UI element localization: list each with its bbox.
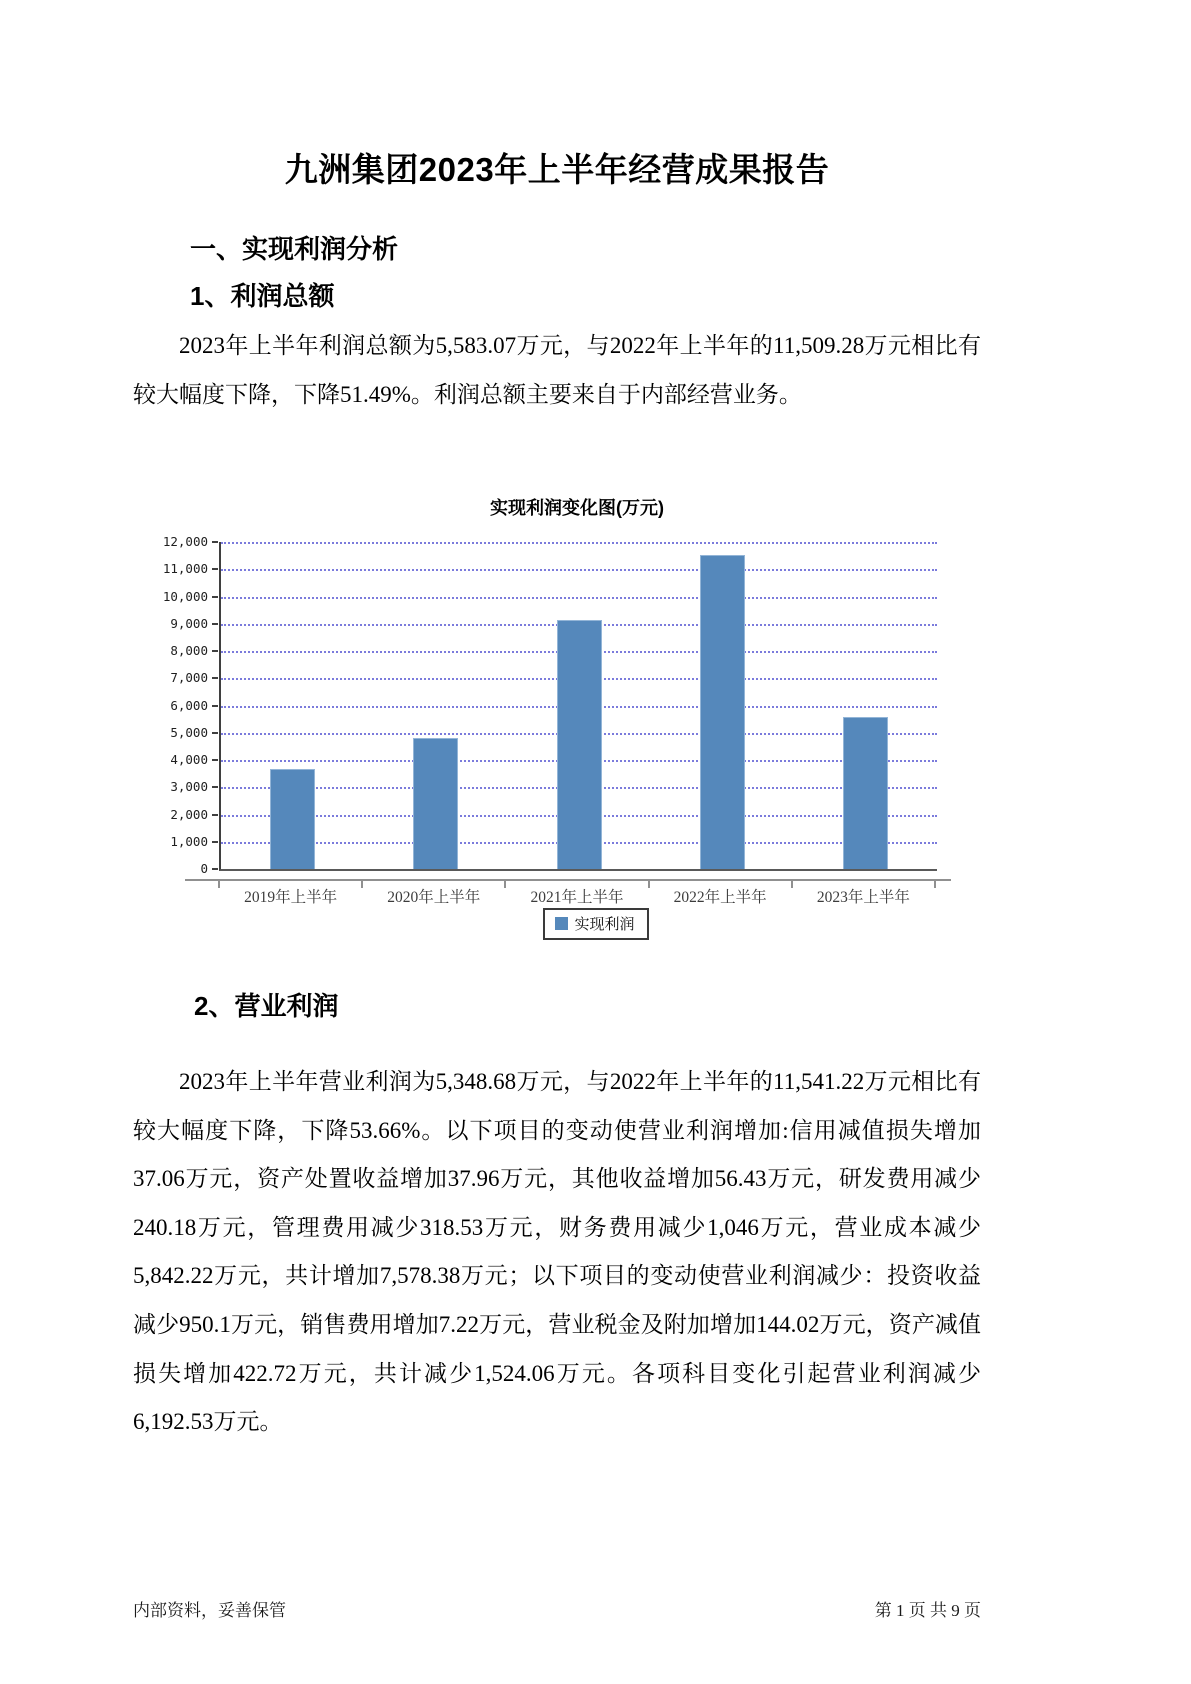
category-tick-mark <box>934 881 936 888</box>
y-axis-tick-mark <box>212 786 218 788</box>
y-axis-tick-label: 5,000 <box>170 724 208 740</box>
legend-label: 实现利润 <box>574 917 635 933</box>
chart-bar <box>557 620 602 869</box>
x-axis-label: 2020年上半年 <box>387 889 481 906</box>
footer-confidential-note: 内部资料，妥善保管 <box>133 1601 286 1620</box>
y-gridline <box>221 569 937 571</box>
y-axis-tick-mark <box>212 650 218 652</box>
profit-change-chart <box>0 490 1191 960</box>
y-axis-tick-mark <box>212 841 218 843</box>
y-axis-tick-label: 1,000 <box>170 833 208 849</box>
y-axis-tick-mark <box>212 568 218 570</box>
y-axis-tick-mark <box>212 596 218 598</box>
y-axis-tick-label: 2,000 <box>170 806 208 822</box>
chart-plot-area <box>219 542 937 871</box>
y-axis-tick-mark <box>212 541 218 543</box>
y-axis-tick-label: 10,000 <box>162 588 208 604</box>
subsection-profit-total-heading: 1、利润总额 <box>190 281 335 311</box>
chart-bar <box>700 555 745 869</box>
chart-bar <box>270 769 315 869</box>
category-axis-line <box>185 879 951 881</box>
legend-swatch-icon <box>554 917 567 930</box>
x-axis-label: 2023年上半年 <box>816 889 910 906</box>
x-axis-label: 2021年上半年 <box>530 889 624 906</box>
operating-profit-paragraph: 2023年上半年营业利润为5,348.68万元，与2022年上半年的11,541.22万元相比有较大幅度下降，下降53.66%。以下项目的变动使营业利润增加:信用减值损失增加37.06万元，资产处置收益增加37.96万元，其他收益增加56.43万元，研发费用减少240.18万元，管理费用减少318.53万元，财务费用减少1,046万元，营业成本减少5,842.22万元，共计增加7,578.38万元；以下项目的变动使营业利润减少：投资收益减少950.1万元，销售费用增加7.22万元，营业税金及附加增加144.02万元，资产减值损失增加422.72万元，共计减少1,524.06万元。各项科目变化引起营业利润减少6,192.53万元。 <box>133 1069 981 1435</box>
y-axis-tick-mark <box>212 677 218 679</box>
document-title: 九洲集团2023年上半年经营成果报告 <box>284 151 830 188</box>
y-axis-tick-label: 4,000 <box>170 752 208 767</box>
footer-page-number: 第 1 页 共 9 页 <box>874 1601 981 1620</box>
x-axis-label: 2022年上半年 <box>673 889 767 906</box>
y-axis-tick-mark <box>212 759 218 761</box>
y-axis-tick-label: 7,000 <box>170 670 208 686</box>
category-tick-mark <box>218 881 220 888</box>
y-axis-tick-label: 6,000 <box>170 697 208 713</box>
chart-bar <box>843 717 888 869</box>
subsection-operating-profit-heading: 2、营业利润 <box>194 991 339 1021</box>
page-footer <box>133 1596 981 1621</box>
y-gridline <box>221 597 937 599</box>
y-gridline <box>221 542 937 544</box>
y-axis-tick-label: 3,000 <box>170 779 208 795</box>
y-axis-tick-label: 11,000 <box>162 561 208 577</box>
section-1-heading: 一、实现利润分析 <box>190 234 399 264</box>
chart-legend <box>542 908 648 940</box>
y-axis-tick-mark <box>212 814 218 816</box>
y-axis-tick-label: 9,000 <box>170 615 208 631</box>
y-axis-tick-label: 12,000 <box>162 534 208 549</box>
y-axis-tick-mark <box>212 732 218 734</box>
profit-total-paragraph: 2023年上半年利润总额为5,583.07万元，与2022年上半年的11,509.28万元相比有较大幅度下降，下降51.49%。利润总额主要来自于内部经营业务。 <box>133 333 981 407</box>
category-tick-mark <box>361 881 363 888</box>
category-tick-mark <box>504 881 506 888</box>
y-axis-tick-label: 8,000 <box>170 643 208 658</box>
y-axis-tick-mark <box>212 705 218 707</box>
x-axis-label: 2019年上半年 <box>244 889 338 906</box>
chart-bar <box>413 738 458 869</box>
y-axis-tick-label: 0 <box>200 861 208 876</box>
category-tick-mark <box>648 881 650 888</box>
y-axis-tick-mark <box>212 868 218 870</box>
chart-title: 实现利润变化图(万元) <box>490 498 664 518</box>
category-tick-mark <box>791 881 793 888</box>
y-axis-tick-mark <box>212 623 218 625</box>
